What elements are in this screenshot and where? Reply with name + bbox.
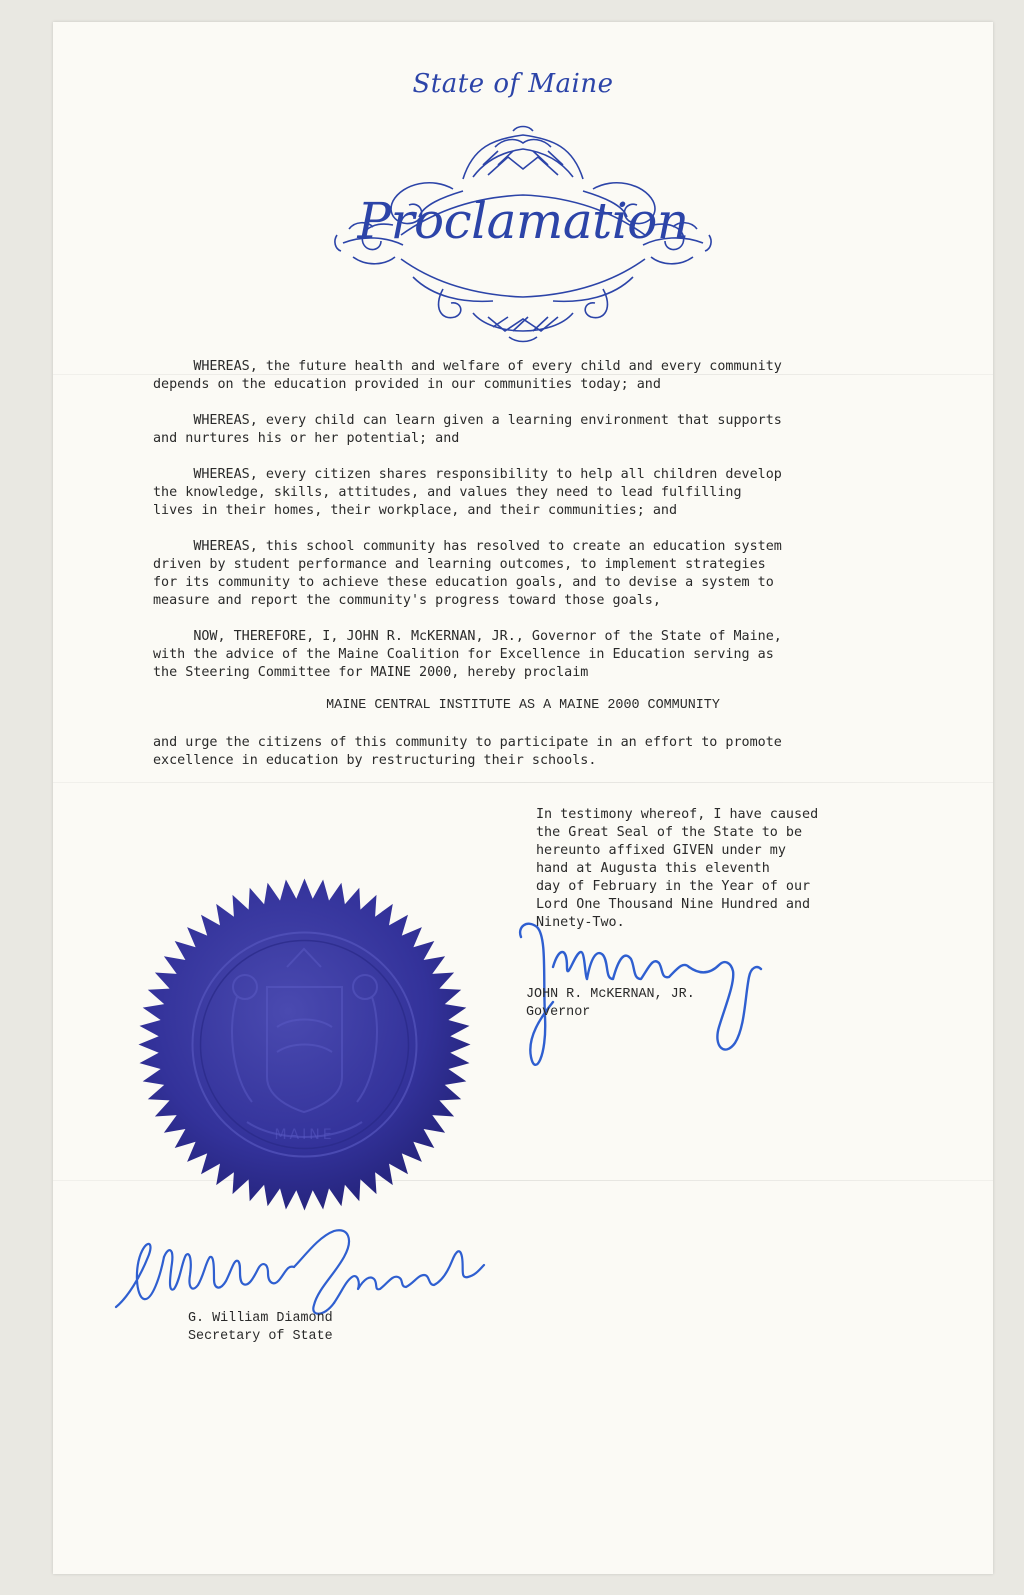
governor-title: Governor (526, 1005, 591, 1020)
whereas-paragraph-3: WHEREAS, every citizen shares responsibility to help all children develop the knowledge, skills, attitudes, and values they need to lead fulfilling lives in their homes, their workplace, and their communities; and (153, 467, 782, 518)
proclamation-title: Proclamation (357, 192, 689, 250)
closing-paragraph: and urge the citizens of this community to participate in an effort to promote excellence in education by restructuring their schools. (153, 735, 782, 768)
secretary-name: G. William Diamond (188, 1311, 333, 1326)
whereas-paragraph-4: WHEREAS, this school community has resolved to create an education system driven by student performance and learning outcomes, to implement strategies for its community to achieve these education goals, and to devise a system to measure and report the community's progress toward those goals, (153, 539, 782, 608)
whereas-paragraph-1: WHEREAS, the future health and welfare of every child and every community depends on the education provided in our communities today; and (153, 359, 782, 392)
secretary-title: Secretary of State (188, 1329, 333, 1344)
now-therefore-paragraph: NOW, THEREFORE, I, JOHN R. McKERNAN, JR., Governor of the State of Maine, with the advice of the Maine Coalition for Excellence in Education serving as the Steering Committee for MAINE 2000, hereby proclaim (153, 629, 782, 680)
whereas-paragraph-2: WHEREAS, every child can learn given a learning environment that supports and nurtures his or her potential; and (153, 413, 782, 446)
governor-name: JOHN R. McKERNAN, JR. (526, 987, 695, 1002)
testimony-paragraph: In testimony whereof, I have caused the Great Seal of the State to be hereunto affixed GIVEN under my hand at Augusta this eleventh day of February in the Year of our Lord One Thousand Nine Hundred and Ninety-Two. (536, 807, 819, 930)
proclamation-document (53, 22, 993, 1574)
governor-block (526, 986, 695, 1022)
great-seal-icon (137, 877, 472, 1212)
fold-line (53, 782, 993, 783)
state-of-maine-heading: State of Maine (412, 69, 614, 99)
seal-lettering: MAINE (274, 1127, 335, 1143)
proclamation-line: MAINE CENTRAL INSTITUTE AS A MAINE 2000 COMMUNITY (326, 698, 720, 713)
secretary-block (188, 1310, 333, 1346)
